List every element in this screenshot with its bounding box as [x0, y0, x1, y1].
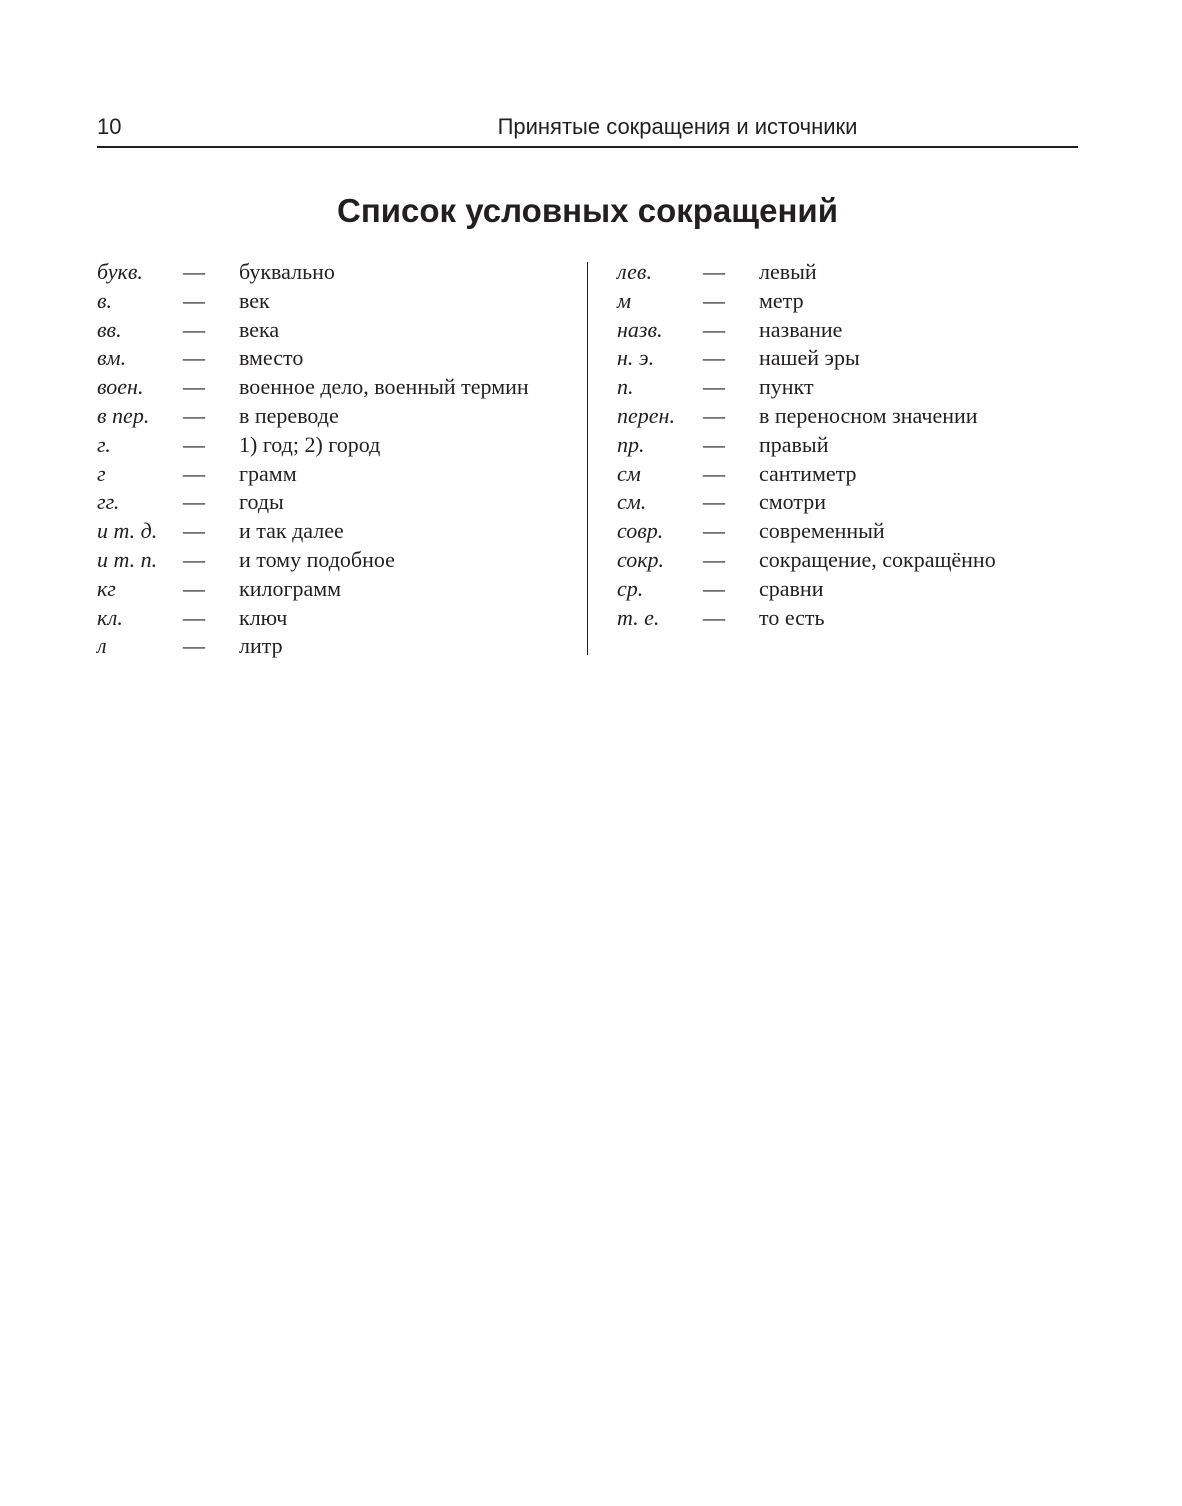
- abbreviation: в.: [97, 287, 113, 313]
- abbreviation-meaning: 1) год; 2) город: [239, 431, 381, 457]
- abbreviation-meaning: в переводе: [239, 402, 339, 428]
- abbreviation-entry: [617, 287, 1087, 316]
- abbreviation-entry: [617, 344, 1087, 373]
- abbreviation-meaning: и тому подобное: [239, 546, 395, 572]
- abbreviation-meaning: сравни: [759, 575, 824, 601]
- entry-dash: —: [183, 460, 205, 486]
- abbreviation-entry: [97, 431, 577, 460]
- abbreviation-entry: [97, 488, 577, 517]
- entry-dash: —: [183, 489, 205, 515]
- abbreviation-meaning: килограмм: [239, 575, 342, 601]
- abbreviation: пр.: [617, 431, 645, 457]
- abbreviation: лев.: [617, 259, 652, 284]
- entry-dash: —: [703, 575, 725, 601]
- entry-dash: —: [703, 345, 725, 371]
- entry-dash: —: [183, 259, 205, 284]
- abbreviation-entry: [617, 488, 1087, 517]
- abbreviation: п.: [617, 374, 634, 400]
- entry-dash: —: [703, 402, 725, 428]
- abbreviation-meaning: вместо: [239, 345, 304, 371]
- abbreviation-entry: [97, 546, 577, 575]
- entry-dash: —: [183, 604, 205, 630]
- abbreviation-meaning: левый: [759, 259, 817, 284]
- abbreviation-meaning: название: [759, 316, 843, 342]
- abbreviation-entry: [97, 258, 577, 287]
- abbreviation-entry: [97, 316, 577, 345]
- abbreviation-meaning: смотри: [759, 489, 827, 515]
- abbreviation: см: [617, 460, 641, 486]
- entry-dash: —: [183, 575, 205, 601]
- abbreviation-meaning: военное дело, военный термин: [239, 374, 529, 400]
- entry-dash: —: [183, 287, 205, 313]
- abbreviation: г: [97, 460, 106, 486]
- entry-dash: —: [183, 546, 205, 572]
- abbreviation: и т. д.: [97, 518, 158, 544]
- abbreviation: кл.: [97, 604, 123, 630]
- abbreviation: сокр.: [617, 546, 665, 572]
- abbreviation: ср.: [617, 575, 644, 601]
- abbreviation: м: [617, 287, 632, 313]
- abbreviation: перен.: [617, 402, 675, 428]
- abbreviation-entry: [617, 546, 1087, 575]
- abbreviation: назв.: [617, 316, 663, 342]
- entry-dash: —: [183, 374, 205, 400]
- abbreviation-entry: [617, 517, 1087, 546]
- running-title: Принятые сокращения и источники: [497, 114, 858, 139]
- abbreviation-meaning: в переносном значении: [759, 402, 978, 428]
- abbreviation-entry: [97, 460, 577, 489]
- abbreviation-entry: [617, 258, 1087, 287]
- abbreviation: букв.: [97, 259, 143, 284]
- abbreviation: г.: [97, 431, 111, 457]
- abbreviation: н. э.: [617, 345, 655, 371]
- entry-dash: —: [703, 316, 725, 342]
- abbreviation-meaning: и так далее: [239, 518, 344, 544]
- abbreviation: см.: [617, 489, 647, 515]
- abbreviation-meaning: ключ: [239, 604, 288, 630]
- abbreviation-entry: [617, 460, 1087, 489]
- abbreviation-meaning: пункт: [759, 374, 814, 400]
- abbreviation: т. е.: [617, 604, 660, 630]
- abbreviation-meaning: грамм: [239, 460, 297, 486]
- abbreviation: в пер.: [97, 402, 150, 428]
- column-divider: [587, 262, 588, 655]
- abbreviation-entry: [97, 373, 577, 402]
- entry-dash: —: [183, 518, 205, 544]
- entry-dash: —: [703, 546, 725, 572]
- abbreviation-meaning: современный: [759, 518, 885, 544]
- abbreviation-meaning: века: [239, 316, 280, 342]
- abbreviation-meaning: сантиметр: [759, 460, 857, 486]
- entry-dash: —: [183, 316, 205, 342]
- section-title: Список условных сокращений: [337, 192, 838, 229]
- abbreviation-meaning: годы: [239, 489, 284, 515]
- abbreviation-meaning: метр: [759, 287, 804, 313]
- abbreviation-entry: [617, 373, 1087, 402]
- abbreviation: вм.: [97, 345, 127, 371]
- abbreviation-entry: [617, 604, 1087, 633]
- entry-dash: —: [183, 402, 205, 428]
- abbreviation-entry: [97, 287, 577, 316]
- abbreviation-entry: [617, 402, 1087, 431]
- entry-dash: —: [703, 460, 725, 486]
- abbreviation-column-left: [97, 258, 577, 661]
- abbreviation: кг: [97, 575, 116, 601]
- abbreviation-meaning: правый: [759, 431, 829, 457]
- abbreviation-entry: [97, 402, 577, 431]
- abbreviation-meaning: литр: [239, 633, 283, 659]
- entry-dash: —: [183, 431, 205, 457]
- abbreviation-meaning: то есть: [759, 604, 825, 630]
- abbreviation-column-right: [617, 258, 1087, 632]
- entry-dash: —: [183, 633, 205, 659]
- abbreviation-entry: [617, 316, 1087, 345]
- entry-dash: —: [703, 431, 725, 457]
- entry-dash: —: [703, 259, 725, 284]
- entry-dash: —: [703, 287, 725, 313]
- abbreviation-meaning: нашей эры: [759, 345, 860, 371]
- abbreviation-meaning: сокращение, сокращённо: [759, 546, 996, 572]
- entry-dash: —: [703, 518, 725, 544]
- abbreviation-entry: [97, 517, 577, 546]
- abbreviation: вв.: [97, 316, 122, 342]
- abbreviation-entry: [97, 344, 577, 373]
- abbreviation: воен.: [97, 374, 144, 400]
- entry-dash: —: [703, 489, 725, 515]
- running-head: [97, 112, 1078, 148]
- abbreviation: л: [97, 633, 107, 659]
- abbreviation-entry: [97, 604, 577, 633]
- abbreviation-entry: [617, 575, 1087, 604]
- page-number: 10: [97, 114, 122, 139]
- abbreviation-meaning: буквально: [239, 259, 335, 284]
- abbreviation-entry: [97, 575, 577, 604]
- entry-dash: —: [703, 374, 725, 400]
- entry-dash: —: [183, 345, 205, 371]
- abbreviation: гг.: [97, 489, 120, 515]
- entry-dash: —: [703, 604, 725, 630]
- abbreviation-entry: [617, 431, 1087, 460]
- abbreviation: совр.: [617, 518, 664, 544]
- abbreviation-meaning: век: [239, 287, 270, 313]
- abbreviation-entry: [97, 632, 577, 661]
- abbreviation: и т. п.: [97, 546, 158, 572]
